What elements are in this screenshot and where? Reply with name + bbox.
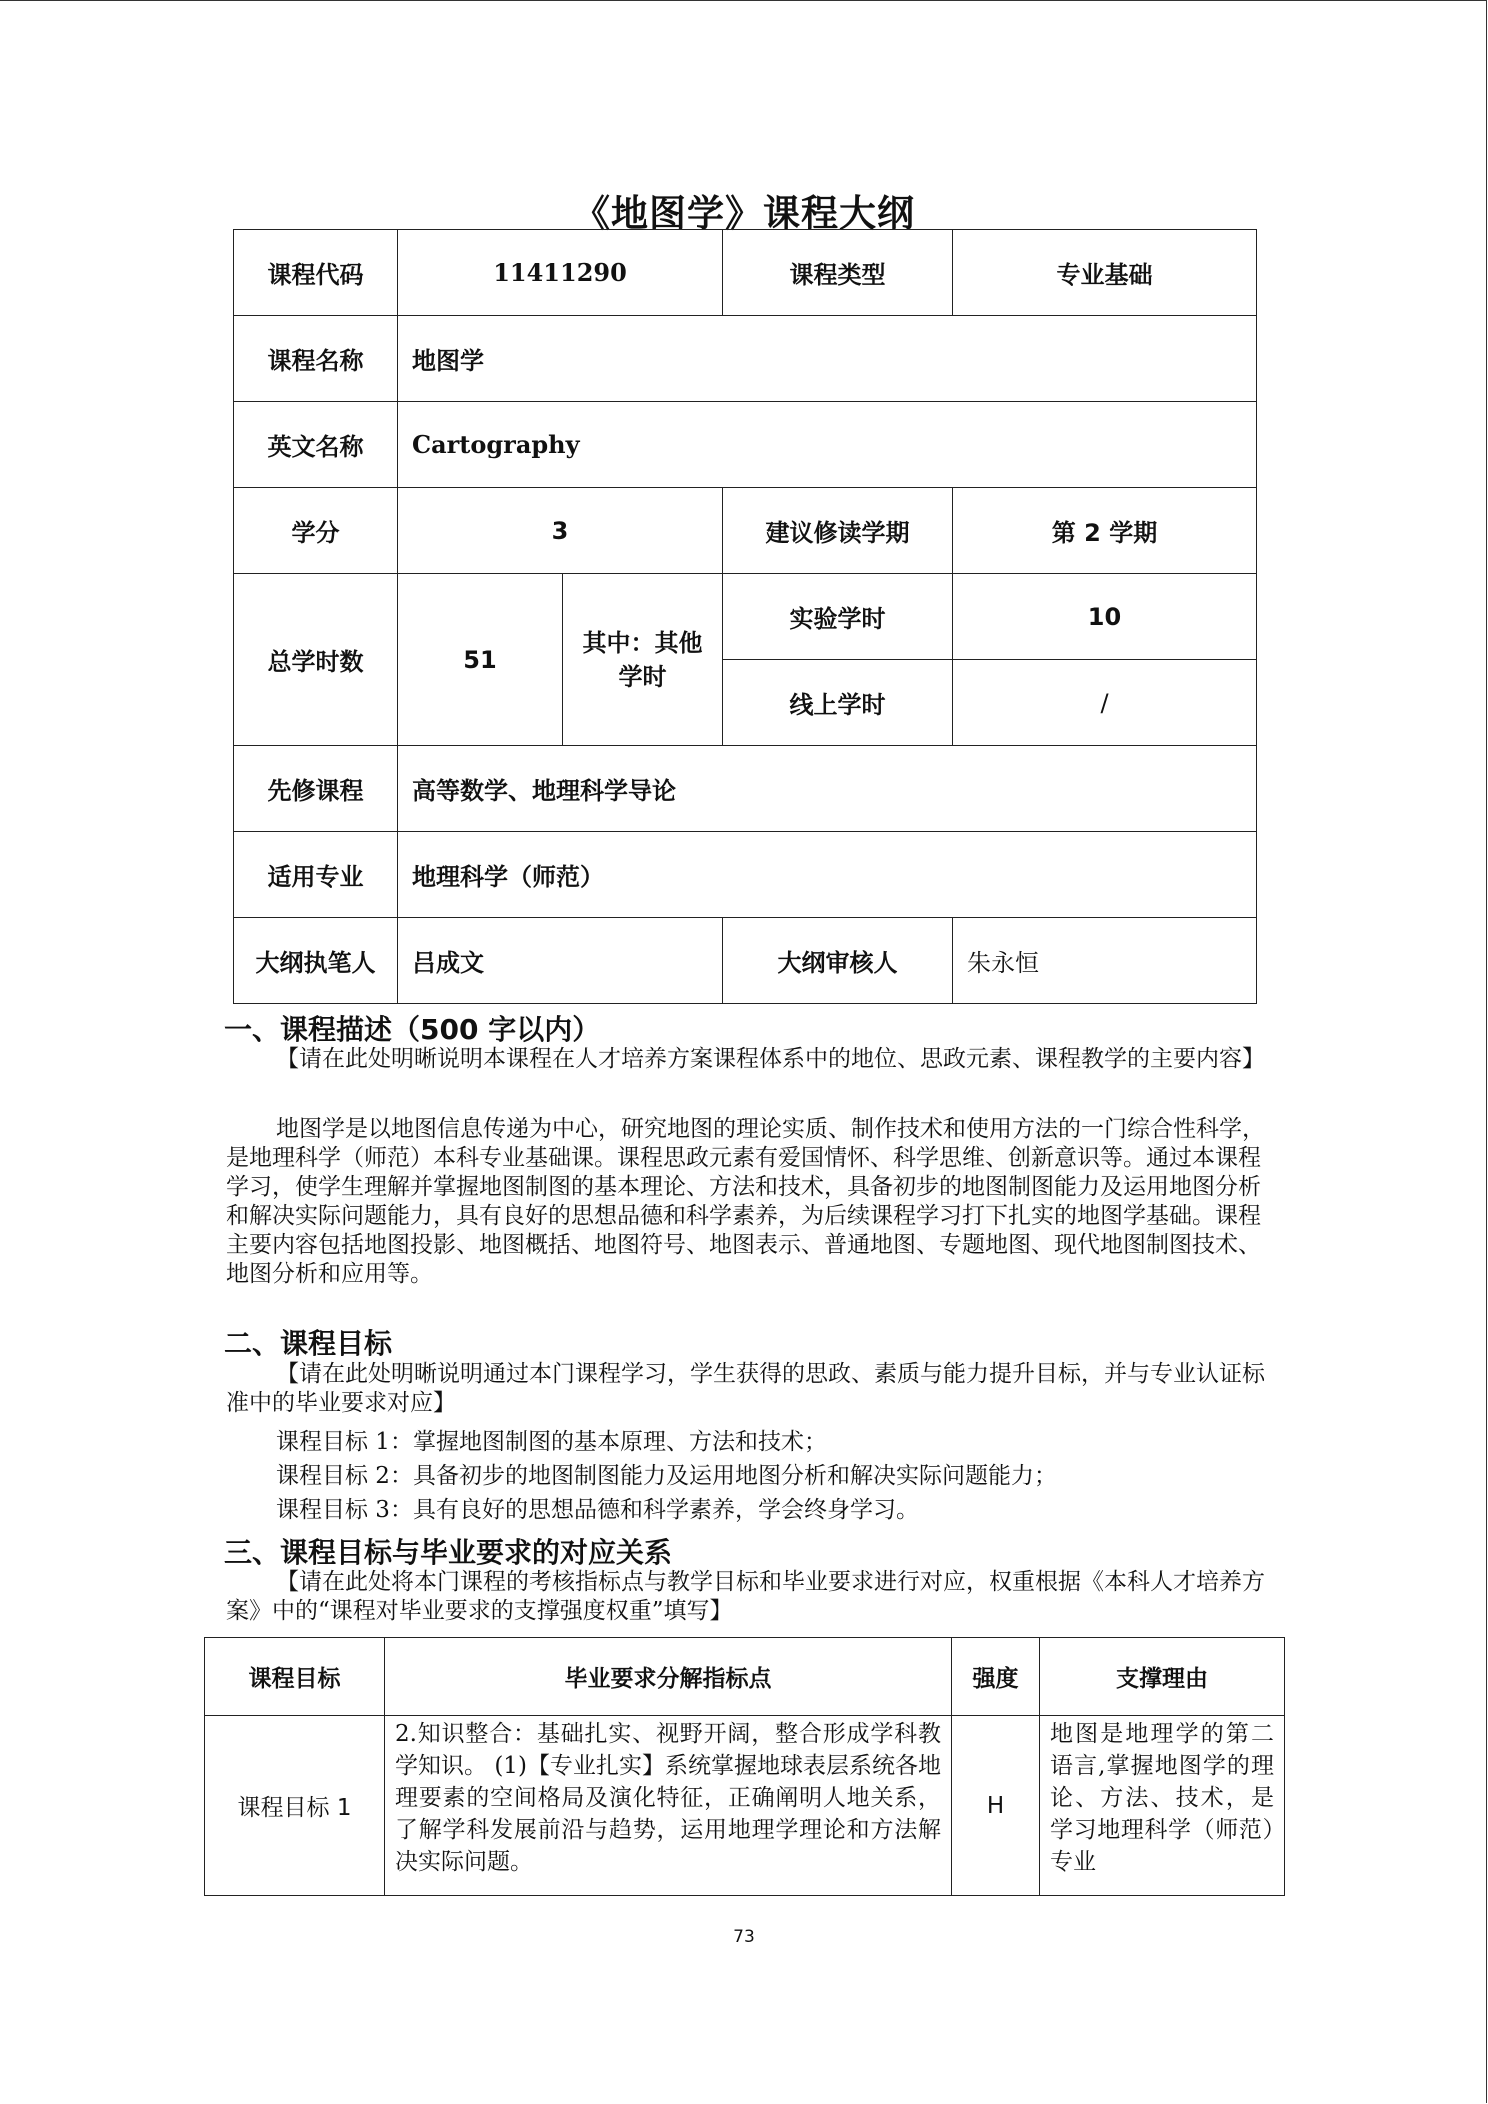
table-row bbox=[234, 402, 1257, 488]
course-goal-2: 课程目标 2：具备初步的地图制图能力及运用地图分析和解决实际问题能力； bbox=[276, 1463, 1057, 1489]
row-strength: H bbox=[952, 1716, 1040, 1896]
course-type: 专业基础 bbox=[953, 230, 1257, 316]
prereq-value: 高等数学、地理科学导论 bbox=[398, 746, 1257, 832]
goal-mapping-table bbox=[204, 1637, 1285, 1896]
row-indicator-cell bbox=[385, 1716, 952, 1896]
header-goal: 课程目标 bbox=[205, 1638, 385, 1716]
section1-hint: 【请在此处明晰说明本课程在人才培养方案课程体系中的地位、思政元素、课程教学的主要内容】 bbox=[276, 1046, 1265, 1072]
reviewer-value: 朱永恒 bbox=[953, 918, 1257, 1004]
online-hours-value: / bbox=[953, 660, 1257, 746]
author-label: 大纲执笔人 bbox=[234, 918, 398, 1004]
en-name-label: 英文名称 bbox=[234, 402, 398, 488]
major-label: 适用专业 bbox=[234, 832, 398, 918]
section2-heading: 二、课程目标 bbox=[224, 1327, 393, 1360]
hours-label: 总学时数 bbox=[234, 574, 398, 746]
course-goal-1: 课程目标 1：掌握地图制图的基本原理、方法和技术； bbox=[276, 1429, 827, 1455]
credit-value: 3 bbox=[398, 488, 723, 574]
table-row bbox=[234, 746, 1257, 832]
row-reason: 地图是地理学的第二语言,掌握地图学的理论、方法、技术，是学习地理科学（师范）专业 bbox=[1050, 1721, 1274, 1875]
other-hours-label: 其中：其他学时 bbox=[563, 574, 723, 746]
table-row bbox=[234, 574, 1257, 660]
semester-label: 建议修读学期 bbox=[723, 488, 953, 574]
reviewer-label: 大纲审核人 bbox=[723, 918, 953, 1004]
row-reason-cell bbox=[1040, 1716, 1285, 1896]
table-row bbox=[234, 918, 1257, 1004]
table-row bbox=[234, 316, 1257, 402]
page-title: 《地图学》课程大纲 bbox=[573, 192, 915, 235]
section1-body: 地图学是以地图信息传递为中心，研究地图的理论实质、制作技术和使用方法的一门综合性科学，是地理科学（师范）本科专业基础课。课程思政元素有爱国情怀、科学思维、创新意识等。通过本课程学习，使学生理解并掌握地图制图的基本理论、方法和技术，具备初步的地图制图能力及运用地图分析和解决实际问题能力，具有良好的思想品德和科学素养，为后续课程学习打下扎实的地图学基础。课程主要内容包括地图投影、地图概括、地图符号、地图表示、普通地图、专题地图、现代地图制图技术、地图分析和应用等。 bbox=[226, 1116, 1265, 1287]
lab-hours-label: 实验学时 bbox=[723, 574, 953, 660]
type-label: 课程类型 bbox=[723, 230, 953, 316]
section2-hint: 【请在此处明晰说明通过本门课程学习，学生获得的思政、素质与能力提升目标，并与专业认证标准中的毕业要求对应】 bbox=[226, 1361, 1265, 1416]
course-name: 地图学 bbox=[398, 316, 1257, 402]
code-label: 课程代码 bbox=[234, 230, 398, 316]
lab-hours-value: 10 bbox=[953, 574, 1257, 660]
header-reason: 支撑理由 bbox=[1040, 1638, 1285, 1716]
row-indicator: 2.知识整合：基础扎实、视野开阔，整合形成学科教学知识。 (1)【专业扎实】系统掌握地球表层系统各地理要素的空间格局及演化特征，正确阐明人地关系，了解学科发展前沿与趋势，运用地理学理论和方法解决实际问题。 bbox=[395, 1721, 941, 1875]
page-number: 73 bbox=[733, 1927, 755, 1947]
major-value: 地理科学（师范） bbox=[398, 832, 1257, 918]
course-goal-3: 课程目标 3：具有良好的思想品德和科学素养，学会终身学习。 bbox=[276, 1497, 919, 1523]
header-indicator: 毕业要求分解指标点 bbox=[385, 1638, 952, 1716]
online-hours-label: 线上学时 bbox=[723, 660, 953, 746]
row-goal: 课程目标 1 bbox=[205, 1716, 385, 1896]
author-value: 吕成文 bbox=[398, 918, 723, 1004]
table-row bbox=[234, 832, 1257, 918]
hours-value: 51 bbox=[398, 574, 563, 746]
table-row bbox=[234, 488, 1257, 574]
table-row bbox=[205, 1716, 1285, 1896]
semester-value: 第 2 学期 bbox=[953, 488, 1257, 574]
section3-hint: 【请在此处将本门课程的考核指标点与教学目标和毕业要求进行对应，权重根据《本科人才培养方案》中的“课程对毕业要求的支撑强度权重”填写】 bbox=[226, 1569, 1265, 1624]
credit-label: 学分 bbox=[234, 488, 398, 574]
english-name: Cartography bbox=[398, 402, 1257, 488]
prereq-label: 先修课程 bbox=[234, 746, 398, 832]
course-info-table bbox=[233, 229, 1257, 1004]
table-header-row bbox=[205, 1638, 1285, 1716]
section1-heading: 一、课程描述（500 字以内） bbox=[224, 1013, 601, 1046]
table-row bbox=[234, 230, 1257, 316]
course-code: 11411290 bbox=[398, 230, 723, 316]
section3-heading: 三、课程目标与毕业要求的对应关系 bbox=[224, 1536, 673, 1569]
header-strength: 强度 bbox=[952, 1638, 1040, 1716]
name-label: 课程名称 bbox=[234, 316, 398, 402]
